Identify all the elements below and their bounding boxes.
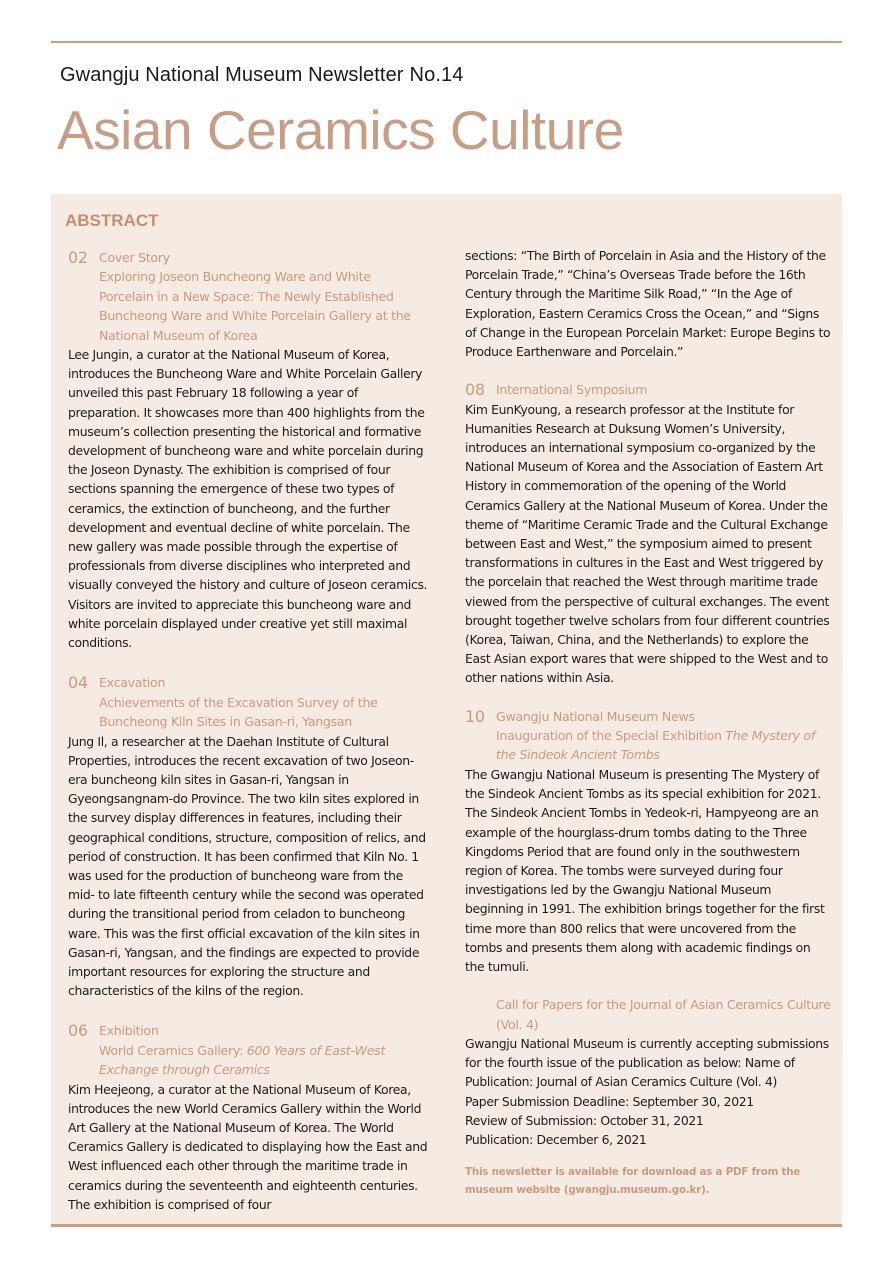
top-rule xyxy=(51,41,842,43)
newsletter-name: Gwangju National Museum Newsletter xyxy=(60,64,404,86)
section-category: Gwangju National Museum News xyxy=(496,708,695,724)
section-cover-story xyxy=(68,248,428,652)
section-symposium xyxy=(465,380,831,687)
section-body: Kim Heejeong, a curator at the National Museum of Korea, introduces the new World Ceramics Gallery within the World Art Gallery at the National Museum of Korea. The World Ceramics Gallery is dedicated to displaying how the East and West influenced each other through the maritime trade in ceramics during the seventeenth and eighteenth centuries. The exhibition is comprised of four xyxy=(68,1081,428,1212)
page-number: 10 xyxy=(465,706,485,726)
section-header xyxy=(68,1021,428,1040)
download-note: This newsletter is available for download as a PDF from the museum website (gwangju.museum.go.kr). xyxy=(465,1166,801,1197)
newsletter-header xyxy=(60,64,463,87)
section-body: The Gwangju National Museum is presenting The Mystery of the Sindeok Ancient Tombs as its special exhibition for 2021. The Sindeok Ancient Tombs in Yedeok-ri, Hampyeong are an example of the hourglass-drum tombs dating to the Three Kingdoms Period that are found only in the southwestern region of Korea. The tombs were surveyed during four investigations led by the Gwangju National Museum beginning in 1991. The exhibition brings together for the first time more than 800 relics that were uncovered from the tombs and presents them along with academic findings on the tumuli. xyxy=(465,766,825,974)
section-category: International Symposium xyxy=(496,382,648,398)
section-excavation xyxy=(68,673,428,1000)
right-column xyxy=(465,246,831,1199)
section-title-italic: The Mystery of the Sindeok Ancient Tombs xyxy=(496,728,815,763)
bottom-rule xyxy=(51,1224,842,1227)
section-body: Kim EunKyoung, a research professor at the Institute for Humanities Research at Duksung Women’s University, introduces an international symposium co-organized by the National Museum of Korea and the Association of Eastern Art History in commemoration of the opening of the World Ceramics Gallery at the National Museum of Korea. Under the theme of “Maritime Ceramic Trade and the Cultural Exchange between East and West,” the symposium aimed to present transformations in cultures in the East and West triggered by the porcelain that reached the West through maritime trade viewed from the perspective of cultural exchanges. The event brought together twelve scholars from four different countries (Korea, Taiwan, China, and the Netherlands) to explore the East Asian export wares that were shipped to the West and to other nations within Asia. xyxy=(465,401,830,686)
page-number: 08 xyxy=(465,380,485,400)
issue-number: No.14 xyxy=(409,64,464,86)
page-number: 04 xyxy=(68,673,88,693)
publication-line: Publication: December 6, 2021 xyxy=(465,1131,647,1147)
section-category: Excavation xyxy=(99,675,166,691)
section-body-continued: sections: “The Birth of Porcelain in Asia and the History of the Porcelain Trade,” “China’s Overseas Trade before the 16th Century through the Maritime Silk Road,” “In the Age of Exploration, Eastern Ceramics Cross the Ocean,” and “Signs of Change in the European Porcelain Market: Europe Begins to Produce Earthenware and Porcelain.” xyxy=(465,248,831,360)
section-body: Gwangju National Museum is currently accepting submissions for the fourth issue of the publication as below: Name of Publication: Journal of Asian Ceramics Culture (Vol. 4) xyxy=(465,1035,829,1090)
section-title: Exploring Joseon Buncheong Ware and White Porcelain in a New Space: The Newly Established Buncheong Ware and White Porcelain Gallery at the National Museum of Korea xyxy=(99,269,411,343)
section-header xyxy=(465,707,831,726)
section-header xyxy=(68,248,428,267)
section-category: Exhibition xyxy=(99,1023,159,1039)
section-category: Cover Story xyxy=(99,250,170,265)
review-line: Review of Submission: October 31, 2021 xyxy=(465,1112,704,1128)
section-title-italic: 600 Years of East-West Exchange through Ceramics xyxy=(99,1042,386,1078)
section-title-text: World Ceramics Gallery: xyxy=(99,1042,247,1058)
section-header xyxy=(68,673,428,692)
left-column xyxy=(68,248,428,1214)
abstract-heading: ABSTRACT xyxy=(65,211,159,230)
page-title: Asian Ceramics Culture xyxy=(57,99,624,161)
section-title xyxy=(465,726,831,765)
section-exhibition xyxy=(68,1021,428,1214)
section-header xyxy=(465,380,831,399)
section-call-for-papers xyxy=(465,995,831,1149)
section-title: Achievements of the Excavation Survey of the Buncheong Kiln Sites in Gasan-ri, Yangsan xyxy=(99,694,378,730)
page-number: 06 xyxy=(68,1021,88,1041)
section-title xyxy=(68,1041,428,1080)
page-number: 02 xyxy=(68,248,88,267)
section-body: Lee Jungin, a curator at the National Museum of Korea, introduces the Buncheong Ware and White Porcelain Gallery unveiled this past February 18 following a year of preparation. It showcases more than 400 highlights from the museum’s collection presenting the historical and formative development of buncheong ware and white porcelain during the Joseon Dynasty. The exhibition is comprised of four sections spanning the emergence of these two types of ceramics, the extinction of buncheong, and the further development and eventual decline of white porcelain. The new gallery was made possible through the expertise of professionals from diverse disciplines who interpreted and visually conveyed the history and culture of Joseon ceramics. Visitors are invited to appreciate this buncheong ware and white porcelain displayed under creative yet still maximal conditions. xyxy=(68,347,428,651)
section-title-text: Inauguration of the Special Exhibition xyxy=(496,728,726,744)
section-museum-news xyxy=(465,707,831,976)
section-body: Jung Il, a researcher at the Daehan Institute of Cultural Properties, introduces the recent excavation of two Joseon-era buncheong kiln sites in Gasan-ri, Yangsan in Gyeongsangnam-do Province. The two kiln sites explored in the survey display differences in features, including their geographical conditions, structure, composition of relics, and period of construction. It has been confirmed that Kiln No. 1 was used for the production of buncheong ware from the mid- to late fifteenth century while the second was operated during the transitional period from celadon to buncheong ware. This was the first official excavation of the kiln sites in Gasan-ri, Yangsan, and the findings are expected to provide important resources for exploring the structure and characteristics of the kilns of the region. xyxy=(68,733,426,999)
section-title: Call for Papers for the Journal of Asian Ceramics Culture (Vol. 4) xyxy=(496,997,831,1032)
deadline-line: Paper Submission Deadline: September 30, 2021 xyxy=(465,1093,754,1109)
